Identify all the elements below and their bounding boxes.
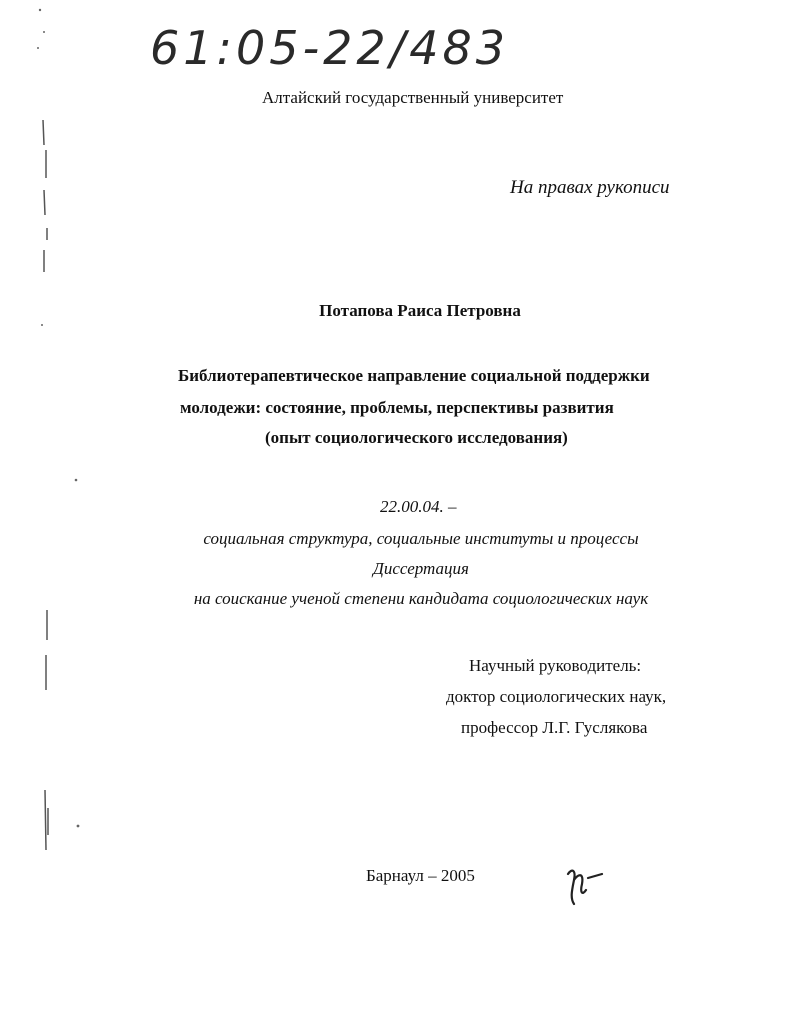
advisor-degree: доктор социологических наук,: [446, 687, 667, 706]
title-line-1: Библиотерапевтическое направление социальной поддержки: [178, 366, 650, 385]
specialty-code: 22.00.04. –: [380, 497, 457, 516]
university-name: Алтайский государственный университет: [262, 88, 564, 107]
title-line-3: (опыт социологического исследования): [265, 428, 568, 447]
title-line-2: молодежи: состояние, проблемы, перспективы развития: [180, 398, 614, 417]
archive-code-text: 61:05-22/483: [150, 21, 509, 75]
author-name: Потапова Раиса Петровна: [319, 301, 521, 320]
degree-sought: на соискание ученой степени кандидата социологических наук: [193, 589, 649, 608]
advisor-role: Научный руководитель:: [469, 656, 642, 675]
signature-mark: [562, 860, 612, 910]
specialty-name: социальная структура, социальные институты и процессы: [203, 529, 639, 548]
advisor-name: профессор Л.Г. Гуслякова: [461, 718, 648, 737]
city-year: Барнаул – 2005: [366, 866, 475, 885]
archive-code-handwriting: [150, 12, 510, 76]
manuscript-rights-note: На правах рукописи: [510, 177, 670, 198]
scan-margin-marks: [30, 0, 90, 1034]
work-type: Диссертация: [373, 559, 469, 578]
